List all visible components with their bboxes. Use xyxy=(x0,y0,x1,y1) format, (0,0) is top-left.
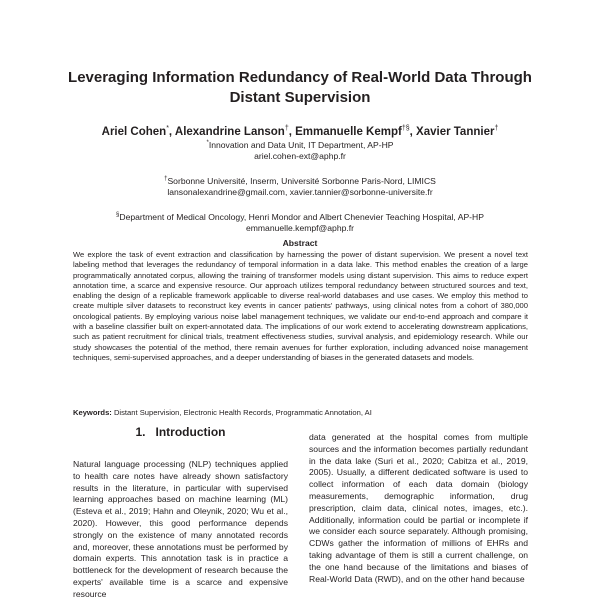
author-name: Emmanuelle Kempf xyxy=(295,125,402,138)
author-affiliation-mark: † xyxy=(494,125,499,132)
affiliation-block xyxy=(40,210,560,234)
affiliation-mark: * xyxy=(206,140,209,146)
affiliation-email: emmanuelle.kempf@aphp.fr xyxy=(245,222,355,233)
author-name: Alexandrine Lanson xyxy=(174,125,285,138)
affiliation-email: lansonalexandrine@gmail.com, xavier.tannier@sorbonne-universite.fr xyxy=(167,186,433,197)
affiliation-institution: Innovation and Data Unit, IT Department, AP-HP xyxy=(208,139,394,150)
affiliation-block xyxy=(40,138,560,162)
keywords-list: Distant Supervision, Electronic Health Records, Programmatic Annotation, AI xyxy=(113,408,372,417)
abstract-heading: Abstract xyxy=(282,238,318,248)
affiliation-block xyxy=(40,174,560,198)
affiliation-institution: Department of Medical Oncology, Henri Mondor and Albert Chenevier Teaching Hospital, AP-HP xyxy=(119,211,484,222)
author-name: Xavier Tannier xyxy=(416,125,495,138)
section-number: 1. xyxy=(135,425,146,439)
keywords-label: Keywords: xyxy=(73,408,112,417)
keywords-line xyxy=(73,408,528,418)
affiliation-mark: § xyxy=(116,212,120,218)
affiliation-mark: † xyxy=(164,176,168,182)
abstract-text: We explore the task of event extraction and classification by harnessing the power of distant supervision. We present a novel text labeling method that leverages the redundancy of temporal information in a data lake. This method enables the creation of a large programmatically annotated corpus, allowing the training of transformer models using distant supervision. This aims to reduce expert annotation time, a scarce and expensive resource. Our approach utilizes temporal redundancy between structured sources and text, enabling the design of a replicable framework applicable to diverse real-world databases and use cases. We employ this method to create multiple silver datasets to reconstruct key events in cancer patients' pathways, using clinical notes from a cohort of 380,000 oncological patients. By employing various noise label management techniques, we validate our end-to-end approach and compare it with a baseline classifier built on expert-annotated data. The implications of our work extend to accelerating downstream applications, such as patient recruitment for clinical trials, treatment effectiveness studies, survival analysis, and epidemiology research. While our study showcases the potential of the method, there remain avenues for further exploration, including advanced noise management techniques, semi-supervised approaches, and a deeper understanding of biases in the generated datasets and models. xyxy=(73,250,528,362)
intro-right-column: data generated at the hospital comes from multiple sources and the information becomes partially redundant in the data lake (Suri et al., 2020; Cabitza et al., 2019, 2005). Usually, a different dedicated software is used to collect information of each data domain (biology measurements, demographic information, drug prescription, claim data, clinical notes, images, etc.). Additionally, information could be partial or incomplete if we consider each source separately. Although promising, CDWs gather the information of millions of EHRs and taking advantage of them is still a current challenge, on the one hand because of the limitations and biases of Real-World Data (RWD), and on the other hand because xyxy=(309,432,528,584)
intro-left-column: Natural language processing (NLP) techniques applied to health care notes have already shown satisfactory results in the literature, in particular with supervised learning approaches based on machine learning (ML) (Esteva et al., 2019; Hahn and Oleynik, 2020; Wu et al., 2020). However, this good performance depends strongly on the existence of many annotated records and, moreover, these annotations must be performed by domain experts. This annotation task is in practice a bottleneck for the development of research because the experts' available time is a scarce and expensive resource xyxy=(73,459,288,599)
affiliation-email: ariel.cohen-ext@aphp.fr xyxy=(254,150,346,161)
author-name: Ariel Cohen xyxy=(101,125,167,138)
section-title: Introduction xyxy=(155,425,226,439)
paper-title: Leveraging Information Redundancy of Real-World Data Through Distant Supervision xyxy=(68,69,532,106)
section-heading xyxy=(73,424,288,440)
author-affiliation-mark: †§ xyxy=(401,125,410,132)
author-affiliation-mark: † xyxy=(284,125,289,132)
affiliation-institution: Sorbonne Université, Inserm, Université Sorbonne Paris-Nord, LIMICS xyxy=(167,175,436,186)
author-affiliation-mark: * xyxy=(166,125,169,132)
author-list: Ariel Cohen*, Alexandrine Lanson†, Emmanuelle Kempf†§, Xavier Tannier† xyxy=(101,125,499,138)
